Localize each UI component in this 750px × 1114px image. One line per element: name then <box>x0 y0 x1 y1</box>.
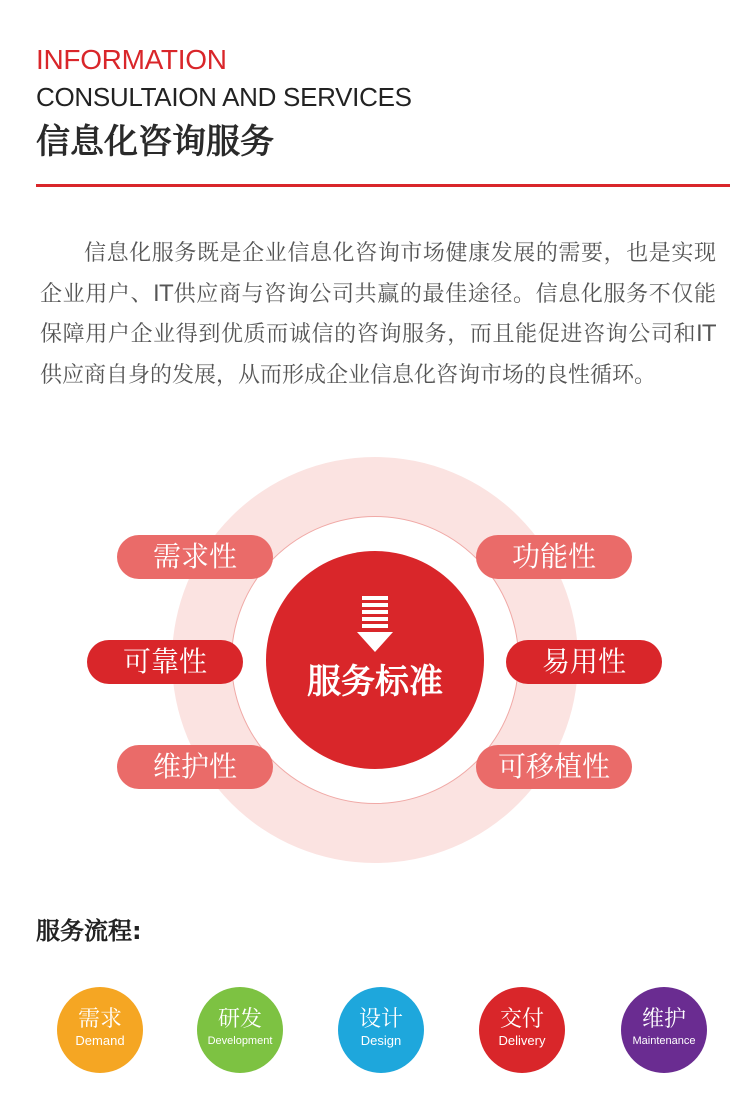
flow-step-label: 设计 <box>358 1007 403 1032</box>
intro-paragraph: 信息化服务既是企业信息化咨询市场健康发展的需要，也是实现企业用户、IT供应商与咨询公司共赢的最佳途径。信息化服务不仅能保障用户企业得到优质而诚信的咨询服务，而且能促进咨询公司和IT供应商自身的发展，从而形成企业信息化咨询市场的良性循环。 <box>40 241 716 388</box>
attribute-portability: 可移植性 <box>476 745 632 789</box>
header-english-line-2: CONSULTAION AND SERVICES <box>36 82 412 112</box>
attribute-usability: 易用性 <box>506 640 662 684</box>
flow-step-delivery <box>479 987 565 1073</box>
flow-step-label: 交付 <box>499 1007 544 1032</box>
flow-step-sublabel: Development <box>207 1035 273 1047</box>
header-divider <box>36 184 730 187</box>
page-title: 信息化咨询服务 <box>36 122 274 162</box>
flow-step-design <box>338 987 424 1073</box>
service-flow-title: 服务流程: <box>36 917 142 945</box>
flow-step-sublabel: Maintenance <box>632 1035 696 1047</box>
down-arrow-icon <box>354 596 396 656</box>
attribute-functionality: 功能性 <box>476 535 632 579</box>
flow-step-sublabel: Design <box>360 1033 402 1048</box>
flow-step-sublabel: Delivery <box>498 1033 546 1048</box>
flow-step-label: 需求 <box>77 1007 122 1032</box>
attribute-maintainability: 维护性 <box>117 745 273 789</box>
attribute-demand: 需求性 <box>117 535 273 579</box>
flow-step-development <box>197 987 283 1073</box>
flow-step-demand <box>57 987 143 1073</box>
flow-step-label: 研发 <box>217 1007 262 1032</box>
flow-step-maintenance <box>621 987 707 1073</box>
center-label: 服务标准 <box>307 662 443 702</box>
attribute-reliability: 可靠性 <box>87 640 243 684</box>
flow-step-sublabel: Demand <box>75 1033 125 1048</box>
flow-step-label: 维护 <box>641 1007 686 1032</box>
header-english-line-1: INFORMATION <box>36 44 227 75</box>
